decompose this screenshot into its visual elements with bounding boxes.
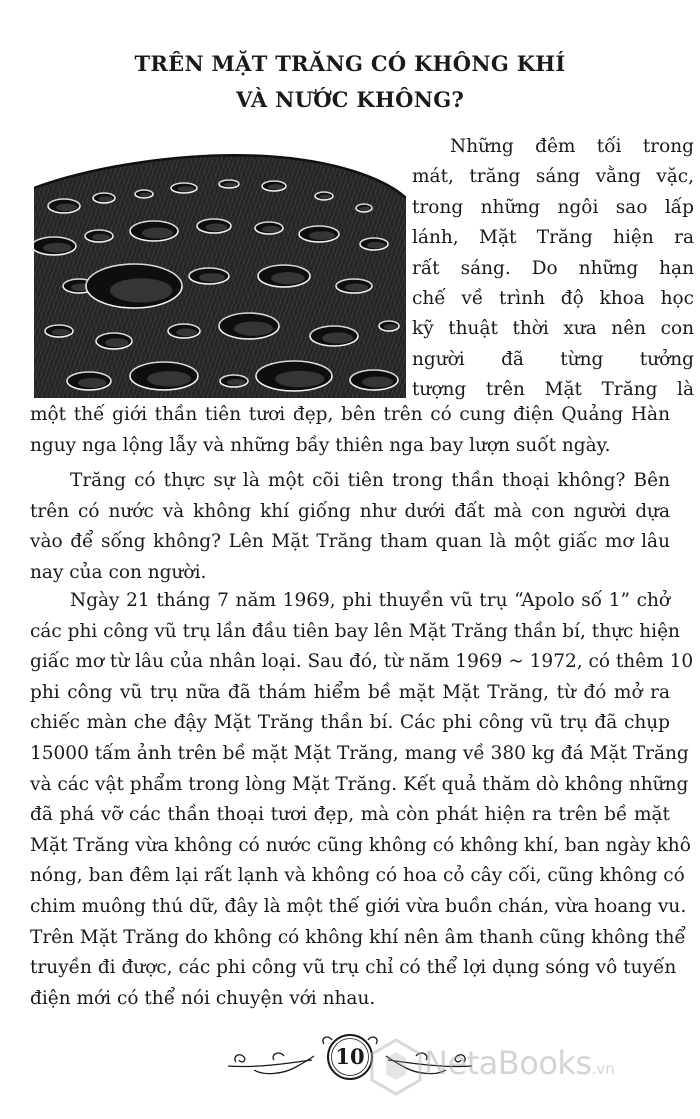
paragraph-line: truyền đi được, các phi công vũ trụ chỉ có thể lợi dụng sóng vô tuyến: [30, 957, 677, 979]
paragraph-line: Trên Mặt Trăng do không có không khí nên âm thanh cũng không thể: [30, 926, 686, 948]
intro-line: lánh, Mặt Trăng hiện ra: [412, 227, 694, 249]
title-line-2: VÀ NƯỚC KHÔNG?: [235, 87, 465, 112]
watermark-brand: NetaBooks: [424, 1044, 592, 1082]
paragraph-line: giấc mơ từ lâu của nhân loại. Sau đó, từ năm 1969 ~ 1972, có thêm 10: [30, 651, 694, 673]
intro-line: Những đêm tối trong: [450, 136, 694, 157]
paragraph-line: nay của con người.: [30, 561, 207, 583]
paragraph-2: [30, 466, 670, 588]
moon-surface-craters-illustration: [34, 136, 406, 398]
paragraph-line: và các vật phẩm trong lòng Mặt Trăng. Kết quả thăm dò không những: [30, 773, 689, 795]
intro-line: trong những ngôi sao lấp: [412, 196, 694, 218]
paragraph-line: Ngày 21 tháng 7 năm 1969, phi thuyền vũ trụ “Apolo số 1” chở: [70, 590, 670, 611]
intro-line: mát, trăng sáng vằng vặc,: [412, 166, 694, 188]
paragraph-line: các phi công vũ trụ lần đầu tiên bay lên Mặt Trăng thần bí, thực hiện: [30, 620, 680, 642]
paragraph-line: trên có nước và không khí giống như dưới đất mà con người dựa: [30, 500, 670, 522]
netabooks-logo-icon: [368, 1036, 424, 1096]
paragraph-line: đã phá vỡ các thần thoại tươi đẹp, mà còn phát hiện ra trên bề mặt: [30, 804, 670, 826]
paragraph-line: chiếc màn che đậy Mặt Trăng thần bí. Các phi công vũ trụ đã chụp: [30, 712, 670, 734]
paragraph-line: Trăng có thực sự là một cõi tiên trong thần thoại không? Bên: [70, 470, 670, 491]
intro-line: chế về trình độ khoa học: [412, 288, 694, 310]
paragraph-line: một thế giới thần tiên tươi đẹp, bên trên có cung điện Quảng Hàn: [30, 404, 670, 425]
intro-line: kỹ thuật thời xưa nên con: [412, 318, 694, 340]
watermark-suffix: .vn: [591, 1060, 615, 1078]
watermark-text: [424, 1044, 615, 1082]
paragraph-line: 15000 tấm ảnh trên bề mặt Mặt Trăng, mang về 380 kg đá Mặt Trăng: [30, 742, 689, 764]
paragraph-line: nóng, ban đêm lại rất lạnh và không có hoa cỏ cây cối, cũng không có: [30, 865, 685, 887]
page-number: 10: [335, 1044, 365, 1069]
page-title: [60, 46, 640, 118]
moon-surface-illustration: [34, 136, 406, 398]
paragraph-line: điện mới có thể nói chuyện với nhau.: [30, 987, 376, 1009]
paragraph-3: [30, 586, 694, 1014]
netabooks-watermark: [368, 1036, 688, 1096]
title-line-1: TRÊN MẶT TRĂNG CÓ KHÔNG KHÍ: [134, 51, 566, 76]
paragraph-line: vào để sống không? Lên Mặt Trăng tham quan là một giấc mơ lâu: [30, 531, 670, 553]
intro-line: người đã từng tưởng: [412, 348, 694, 370]
paragraph-line: chim muông thú dữ, đây là một thế giới vừa buồn chán, vừa hoang vu.: [30, 895, 687, 917]
intro-continuation: [30, 400, 670, 461]
intro-line: rất sáng. Do những hạn: [412, 257, 694, 279]
intro-text-column: [412, 132, 694, 406]
paragraph-line: phi công vũ trụ nữa đã thám hiểm bề mặt Mặt Trăng, từ đó mở ra: [30, 681, 670, 703]
paragraph-line: nguy nga lộng lẫy và những bầy thiên nga bay lượn suốt ngày.: [30, 434, 611, 456]
intro-line: tượng trên Mặt Trăng là: [412, 379, 694, 401]
paragraph-line: Mặt Trăng vừa không có nước cũng không có không khí, ban ngày khô: [30, 834, 691, 856]
